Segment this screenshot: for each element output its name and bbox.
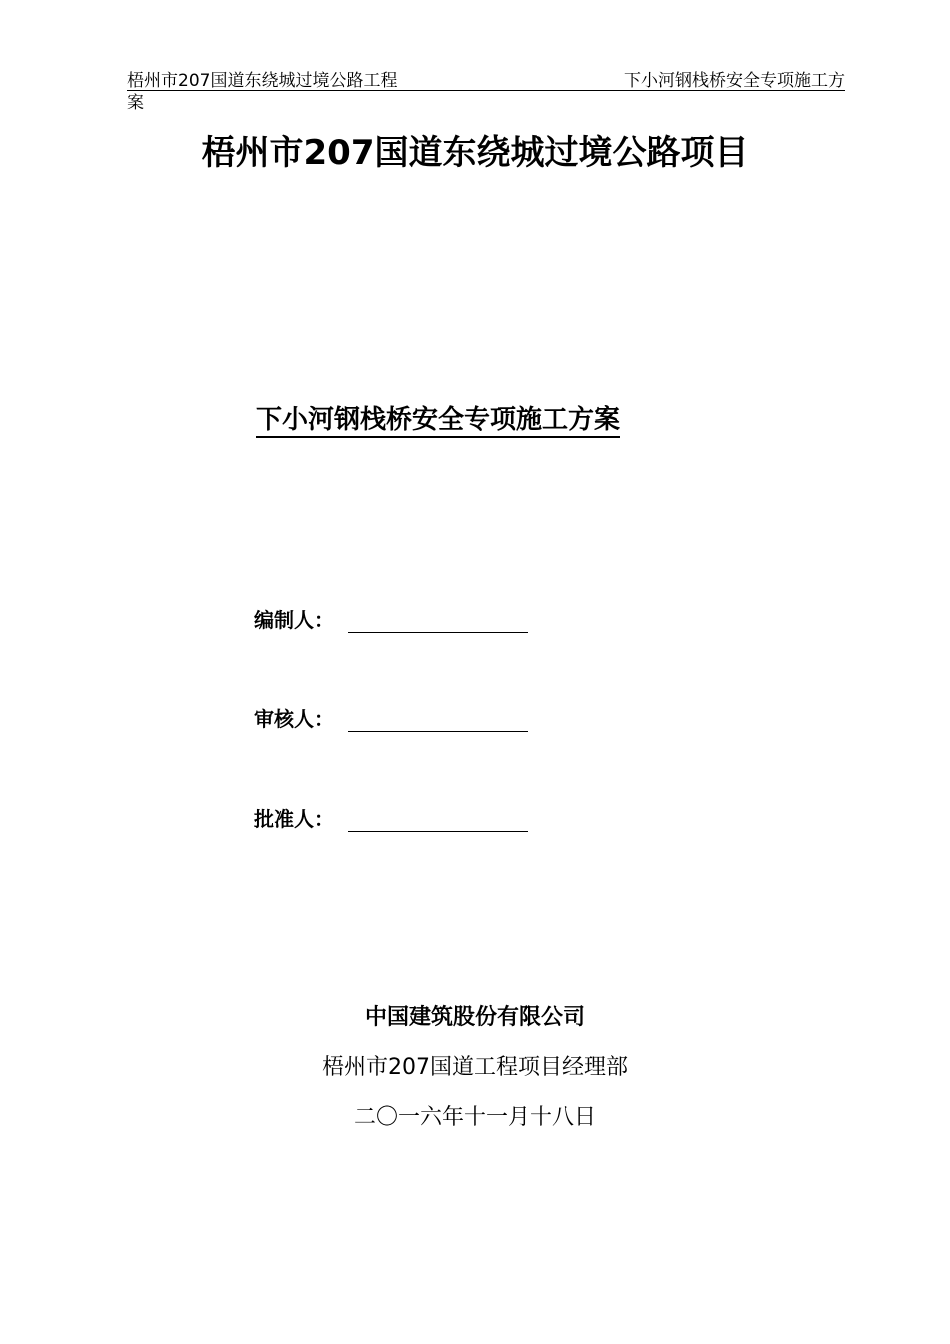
department-name: 梧州市207国道工程项目经理部 <box>322 1055 628 1080</box>
header-rule <box>127 90 845 91</box>
running-header <box>127 70 845 114</box>
prepared-by-row <box>254 605 554 635</box>
prepared-by-line <box>348 632 528 633</box>
prepared-by-label: 编制人： <box>254 608 334 632</box>
document-date: 二〇一六年十一月十八日 <box>353 1105 596 1130</box>
page-title: 梧州市207国道东绕城过境公路项目 <box>201 133 749 173</box>
subtitle-text: 下小河钢栈桥安全专项施工方案 <box>256 405 620 438</box>
header-project-name: 梧州市207国道东绕城过境公路工程 <box>127 71 398 91</box>
approved-by-label: 批准人： <box>254 807 334 831</box>
reviewed-by-row <box>254 704 554 734</box>
reviewed-by-line <box>348 731 528 732</box>
reviewed-by-label: 审核人： <box>254 707 334 731</box>
approved-by-line <box>348 831 528 832</box>
header-wrapped-text: 案 <box>127 93 144 113</box>
approved-by-row <box>254 804 554 834</box>
company-name: 中国建筑股份有限公司 <box>364 1005 585 1030</box>
header-document-name: 下小河钢栈桥安全专项施工方 <box>624 71 845 91</box>
document-subtitle <box>256 402 620 438</box>
